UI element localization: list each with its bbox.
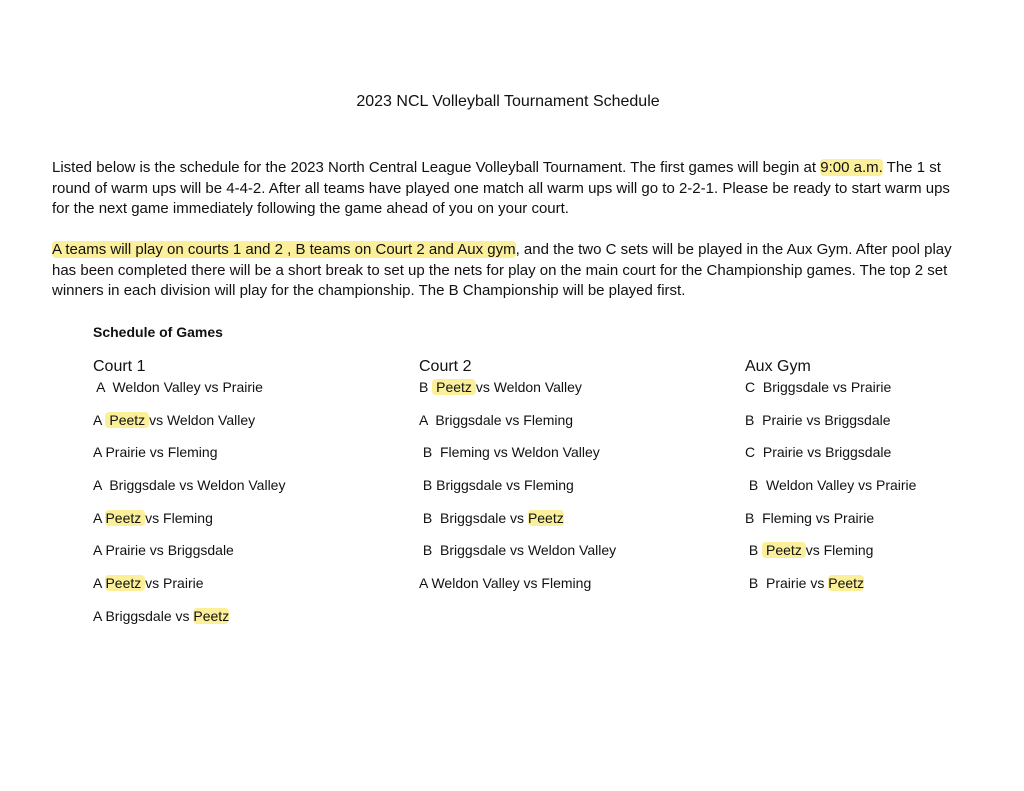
game-row: [419, 442, 616, 475]
team-highlight: Peetz: [193, 607, 230, 624]
game-text: A Prairie vs Briggsdale: [93, 542, 234, 559]
team-highlight: Peetz: [432, 379, 476, 395]
team-highlight: Peetz: [828, 575, 865, 592]
game-text: vs Fleming: [805, 542, 874, 559]
team-highlight: Peetz: [762, 542, 806, 559]
game-text: A Briggsdale vs: [93, 607, 194, 624]
game-row: [419, 475, 616, 508]
game-row: [745, 508, 916, 541]
game-text: A: [93, 575, 106, 592]
game-row: [745, 410, 916, 443]
game-text: B Weldon Valley vs Prairie: [745, 477, 917, 494]
game-row: [745, 442, 916, 475]
aux-gym-column: [745, 357, 916, 606]
game-row: [93, 606, 285, 639]
game-row: [93, 442, 285, 475]
game-text: B: [419, 379, 433, 395]
game-text: A Briggsdale vs Fleming: [419, 411, 574, 428]
game-row: [419, 410, 616, 443]
game-text: B Prairie vs: [745, 575, 829, 592]
game-row: [745, 475, 916, 508]
court-1-column: [93, 357, 285, 639]
team-highlight: Peetz: [105, 575, 146, 592]
game-text: A: [93, 411, 106, 428]
game-row: [745, 573, 916, 606]
game-text: A Prairie vs Fleming: [93, 444, 218, 461]
game-row: [93, 475, 285, 508]
team-highlight: Peetz: [527, 509, 564, 526]
game-row: [419, 508, 616, 541]
game-text: vs Weldon Valley: [149, 411, 256, 428]
courts-highlight: A teams will play on courts 1 and 2 , B teams on Court 2 and Aux gym: [52, 241, 516, 258]
game-text: A: [93, 509, 106, 526]
game-text: A Weldon Valley vs Prairie: [93, 379, 263, 395]
courts-text: , and the two C sets will be played in the Aux Gym. After pool play has been completed there will be a short break to set up the nets for play on the main court for the Championship games. The top 2 set winners in each division will play for the championship. The B Championship will be played first.: [52, 241, 952, 300]
game-row: [93, 410, 285, 443]
intro-text: Listed below is the schedule for the 2023 North Central League Volleyball Tournament. The first games will begin at: [52, 159, 821, 176]
game-text: A Briggsdale vs Weldon Valley: [93, 477, 286, 494]
game-row: [93, 573, 285, 606]
intro-text-continued: The 1 st round of warm ups will be 4-4-2. After all teams have played one match all warm ups will go to 2-2-1. Please be ready to start warm ups for the next game immediately following the game ahead of you on your court.: [52, 159, 950, 218]
game-row: [745, 377, 916, 410]
game-row: [93, 508, 285, 541]
court-title: Court 2: [419, 358, 472, 375]
court-title: Aux Gym: [745, 358, 811, 375]
court-title: Court 1: [93, 358, 146, 375]
courts-paragraph: [52, 240, 962, 302]
game-text: B Briggsdale vs Fleming: [419, 477, 574, 494]
document-title: 2023 NCL Volleyball Tournament Schedule: [356, 93, 660, 110]
game-text: vs Weldon Valley: [475, 379, 582, 395]
game-row: [93, 377, 285, 410]
game-text: B Briggsdale vs Weldon Valley: [419, 542, 617, 559]
game-text: B Fleming vs Prairie: [745, 509, 875, 526]
game-row: [93, 540, 285, 573]
game-text: C Briggsdale vs Prairie: [745, 379, 892, 395]
game-text: B Briggsdale vs: [419, 509, 528, 526]
game-text: B Prairie vs Briggsdale: [745, 411, 891, 428]
game-row: [745, 540, 916, 573]
court-2-column: [419, 357, 616, 606]
game-text: B: [745, 542, 763, 559]
game-text: vs Prairie: [145, 575, 204, 592]
start-time-highlight: 9:00 a.m.: [820, 159, 883, 176]
team-highlight: Peetz: [105, 509, 146, 526]
intro-paragraph: [52, 158, 962, 220]
game-row: [419, 540, 616, 573]
team-highlight: Peetz: [105, 411, 150, 428]
game-row: [419, 573, 616, 606]
game-text: B Fleming vs Weldon Valley: [419, 444, 600, 461]
game-row: [419, 377, 616, 410]
game-text: vs Fleming: [145, 509, 213, 526]
game-text: A Weldon Valley vs Fleming: [419, 575, 592, 592]
game-text: C Prairie vs Briggsdale: [745, 444, 892, 461]
schedule-heading: Schedule of Games: [93, 324, 223, 340]
